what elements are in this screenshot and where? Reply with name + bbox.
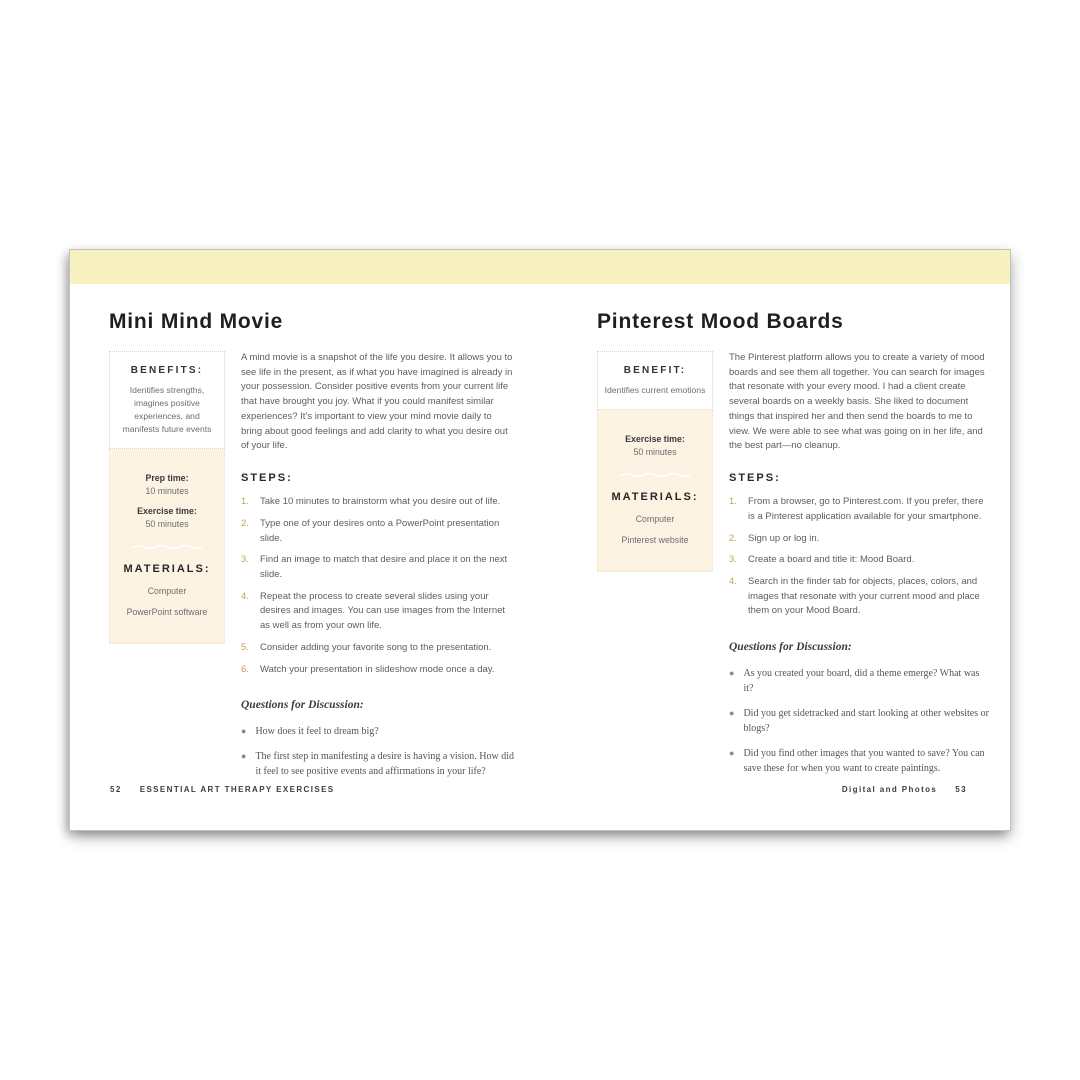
steps-heading: STEPS: bbox=[241, 472, 293, 485]
steps-heading: STEPS: bbox=[729, 472, 781, 485]
step-text: From a browser, go to Pinterest.com. If you prefer, there is a Pinterest application available for your smartphone. bbox=[748, 496, 984, 522]
body-column-left bbox=[241, 351, 515, 789]
page-title: Pinterest Mood Boards bbox=[597, 310, 844, 333]
time-materials-box bbox=[597, 410, 713, 572]
step-number: 2. bbox=[729, 532, 737, 544]
prep-time-value: 10 minutes bbox=[145, 485, 189, 496]
step-number: 4. bbox=[729, 575, 737, 587]
material-item: Pinterest website bbox=[621, 534, 689, 545]
material-item: PowerPoint software bbox=[126, 606, 208, 617]
page-right bbox=[540, 284, 1010, 789]
footer-page-number: 53 bbox=[955, 785, 967, 794]
step-number: 3. bbox=[729, 554, 737, 566]
benefit-heading: BENEFIT: bbox=[623, 365, 687, 376]
bullet-icon: ● bbox=[729, 747, 735, 758]
question-text: As you created your board, did a theme emerge? What was it? bbox=[743, 667, 980, 694]
sidebar-left bbox=[109, 351, 225, 789]
step-text: Consider adding your favorite song to the presentation. bbox=[260, 641, 492, 653]
footer-left bbox=[110, 785, 335, 794]
book-spread bbox=[70, 250, 1010, 830]
step-number: 3. bbox=[241, 554, 249, 566]
step-number: 4. bbox=[241, 590, 249, 602]
intro-paragraph: The Pinterest platform allows you to create a variety of mood boards and see them all together. You can search for images that resonate with your every mood. I had a client create several boards on a weekly basis. She liked to document things that inspired her and then send the boards to me to view. We were able to see what was going on in her life, and the best part—no cleanup. bbox=[729, 352, 985, 452]
questions-heading: Questions for Discussion: bbox=[729, 641, 852, 654]
step-text: Create a board and title it: Mood Board. bbox=[748, 554, 915, 566]
benefits-text: Identifies strengths, imagines positive experiences, and manifests future events bbox=[122, 385, 212, 434]
question-item bbox=[241, 724, 515, 739]
footer-section-title: Digital and Photos bbox=[841, 785, 938, 794]
footer-page-number: 52 bbox=[110, 785, 122, 794]
materials-heading: MATERIALS: bbox=[611, 490, 699, 503]
step-text: Watch your presentation in slideshow mode once a day. bbox=[260, 663, 495, 675]
step-text: Sign up or log in. bbox=[748, 532, 820, 544]
bullet-icon: ● bbox=[241, 751, 247, 762]
step-item bbox=[241, 590, 515, 634]
time-materials-box bbox=[109, 449, 225, 644]
exercise-time-label: Exercise time: bbox=[137, 505, 197, 516]
step-number: 1. bbox=[729, 496, 737, 508]
question-text: How does it feel to dream big? bbox=[255, 726, 379, 738]
step-item bbox=[241, 517, 515, 546]
pages-row bbox=[70, 284, 1010, 789]
sidebar-right bbox=[597, 351, 713, 786]
step-item bbox=[241, 495, 515, 510]
question-item bbox=[729, 706, 990, 736]
question-item bbox=[729, 746, 990, 776]
exercise-time-value: 50 minutes bbox=[633, 446, 677, 457]
material-item: Computer bbox=[635, 513, 675, 524]
step-number: 5. bbox=[241, 641, 249, 653]
body-column-right bbox=[729, 351, 990, 786]
benefits-box bbox=[109, 351, 225, 449]
step-text: Find an image to match that desire and place it on the next slide. bbox=[260, 554, 508, 580]
intro-paragraph: A mind movie is a snapshot of the life you desire. It allows you to see life in the present, as if what you have imagined is already in your possession. Consider positive events from your current life that have brought you joy. What if you could manifest similar experiences? It’s important to view your mind movie daily to bring about good feelings and add clarity to what you desire out of your life. bbox=[241, 352, 513, 452]
step-item bbox=[241, 553, 515, 582]
question-text: The first step in manifesting a desire is having a vision. How did it feel to see positive events and affirmations in your life? bbox=[255, 751, 515, 778]
step-item bbox=[241, 641, 515, 656]
squiggle-divider-icon bbox=[619, 471, 691, 479]
bullet-icon: ● bbox=[241, 726, 247, 737]
step-text: Repeat the process to create several slides using your desires and images. You can use images from the Internet as well as from your own life. bbox=[260, 590, 506, 632]
page-title: Mini Mind Movie bbox=[109, 310, 284, 333]
question-item bbox=[241, 749, 515, 779]
benefit-text: Identifies current emotions bbox=[604, 385, 706, 395]
footer-book-title: ESSENTIAL ART THERAPY EXERCISES bbox=[139, 785, 335, 794]
exercise-time-label: Exercise time: bbox=[625, 433, 685, 444]
step-number: 1. bbox=[241, 496, 249, 508]
step-item bbox=[241, 663, 515, 678]
step-item bbox=[729, 495, 990, 524]
step-item bbox=[729, 553, 990, 568]
step-text: Take 10 minutes to brainstorm what you desire out of life. bbox=[260, 496, 501, 508]
question-item bbox=[729, 666, 990, 696]
step-number: 6. bbox=[241, 663, 249, 675]
step-item bbox=[729, 532, 990, 547]
benefit-box bbox=[597, 351, 713, 410]
step-number: 2. bbox=[241, 517, 249, 529]
question-text: Did you get sidetracked and start looking at other websites or blogs? bbox=[743, 707, 989, 734]
material-item: Computer bbox=[147, 585, 187, 596]
question-text: Did you find other images that you wanted to save? You can save these for when you want to create paintings. bbox=[743, 747, 985, 774]
bullet-icon: ● bbox=[729, 707, 735, 718]
step-text: Type one of your desires onto a PowerPoint presentation slide. bbox=[260, 517, 500, 544]
bullet-icon: ● bbox=[729, 667, 735, 678]
header-band bbox=[70, 250, 1010, 284]
materials-heading: MATERIALS: bbox=[123, 562, 211, 575]
questions-heading: Questions for Discussion: bbox=[241, 699, 364, 712]
step-text: Search in the finder tab for objects, places, colors, and images that resonate with your current mood and place them on your Mood Board. bbox=[748, 575, 980, 617]
squiggle-divider-icon bbox=[131, 543, 203, 551]
benefits-heading: BENEFITS: bbox=[130, 365, 204, 376]
footer-right bbox=[842, 785, 967, 794]
prep-time-label: Prep time: bbox=[145, 472, 189, 483]
exercise-time-value: 50 minutes bbox=[145, 518, 189, 529]
step-item bbox=[729, 575, 990, 619]
page-left bbox=[70, 284, 540, 789]
